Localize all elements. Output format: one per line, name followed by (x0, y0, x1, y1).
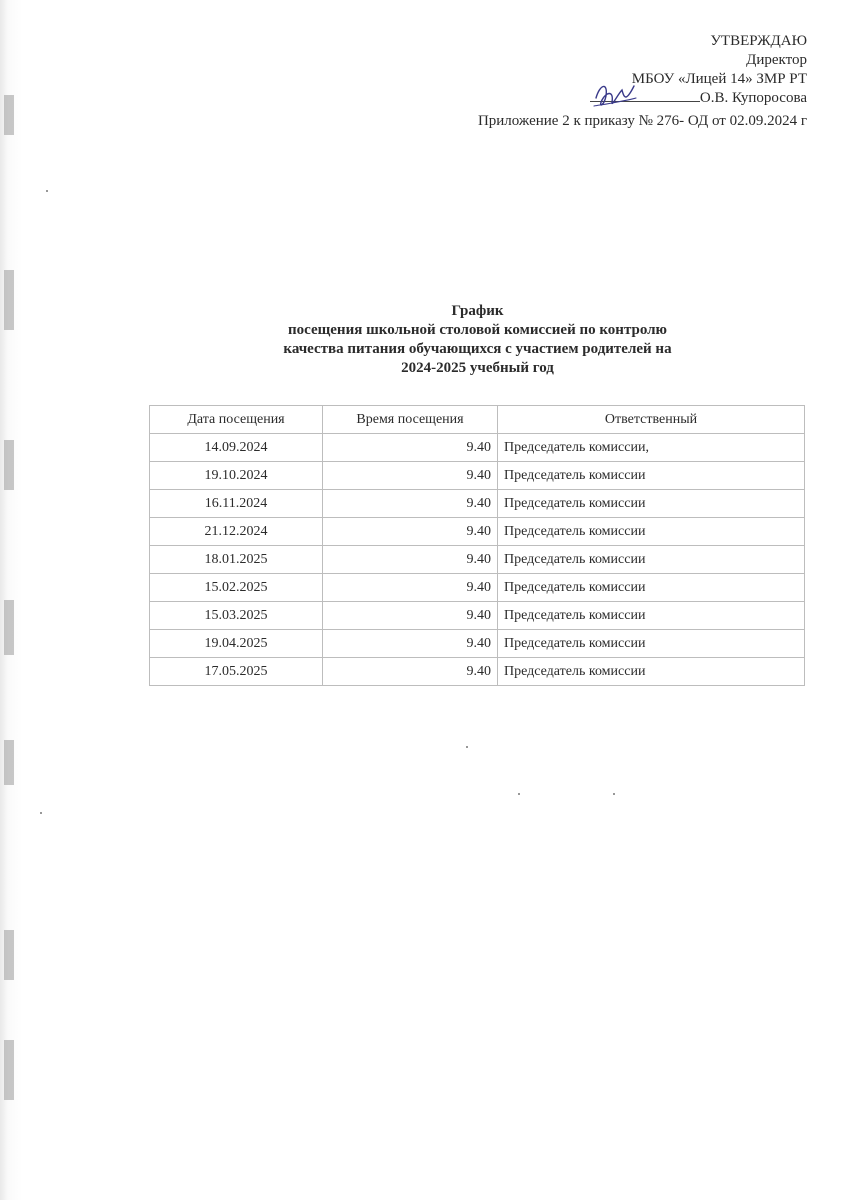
approval-position: Директор (746, 52, 807, 68)
cell-date: 15.03.2025 (150, 602, 323, 630)
cell-date: 19.04.2025 (150, 630, 323, 658)
cell-responsible: Председатель комиссии (498, 658, 805, 686)
scan-speck (40, 812, 42, 814)
table-row (150, 490, 805, 518)
scan-speck (518, 793, 520, 795)
cell-date: 14.09.2024 (150, 434, 323, 462)
table-row (150, 630, 805, 658)
cell-time: 9.40 (323, 434, 498, 462)
table-row (150, 658, 805, 686)
cell-date: 17.05.2025 (150, 658, 323, 686)
scan-speck (466, 746, 468, 748)
header-date: Дата посещения (150, 406, 323, 434)
punch-hole-mark (4, 440, 14, 490)
table-row (150, 574, 805, 602)
cell-responsible: Председатель комиссии (498, 490, 805, 518)
schedule-table (149, 405, 805, 686)
punch-hole-mark (4, 600, 14, 655)
title-line: График (451, 303, 504, 319)
approval-signatory: О.В. Купоросова (699, 90, 807, 106)
appendix-note: Приложение 2 к приказу № 276- ОД от 02.09.2024 г (477, 113, 807, 129)
header-time: Время посещения (323, 406, 498, 434)
cell-time: 9.40 (323, 462, 498, 490)
cell-date: 19.10.2024 (150, 462, 323, 490)
cell-time: 9.40 (323, 518, 498, 546)
punch-hole-mark (4, 270, 14, 330)
approval-heading: УТВЕРЖДАЮ (710, 33, 807, 49)
cell-date: 18.01.2025 (150, 546, 323, 574)
cell-time: 9.40 (323, 658, 498, 686)
scan-speck (613, 793, 615, 795)
table-row (150, 602, 805, 630)
table-row (150, 462, 805, 490)
cell-time: 9.40 (323, 546, 498, 574)
document-title (150, 302, 805, 378)
cell-responsible: Председатель комиссии, (498, 434, 805, 462)
cell-date: 21.12.2024 (150, 518, 323, 546)
punch-hole-mark (4, 930, 14, 980)
cell-time: 9.40 (323, 574, 498, 602)
cell-responsible: Председатель комиссии (498, 546, 805, 574)
punch-hole-mark (4, 740, 14, 785)
title-line: 2024-2025 учебный год (401, 360, 554, 376)
cell-date: 15.02.2025 (150, 574, 323, 602)
table-row (150, 434, 805, 462)
cell-time: 9.40 (323, 602, 498, 630)
punch-hole-mark (4, 95, 14, 135)
title-line: качества питания обучающихся с участием родителей на (283, 341, 672, 357)
cell-responsible: Председатель комиссии (498, 630, 805, 658)
approval-organization: МБОУ «Лицей 14» ЗМР РТ (631, 71, 807, 87)
punch-hole-mark (4, 1040, 14, 1100)
cell-time: 9.40 (323, 630, 498, 658)
cell-responsible: Председатель комиссии (498, 462, 805, 490)
title-line: посещения школьной столовой комиссией по контролю (287, 322, 668, 338)
scan-speck (46, 190, 48, 192)
cell-date: 16.11.2024 (150, 490, 323, 518)
header-responsible: Ответственный (498, 406, 805, 434)
table-header-row (150, 406, 805, 434)
table-row (150, 546, 805, 574)
cell-responsible: Председатель комиссии (498, 574, 805, 602)
cell-time: 9.40 (323, 490, 498, 518)
cell-responsible: Председатель комиссии (498, 518, 805, 546)
table-row (150, 518, 805, 546)
scan-left-edge (0, 0, 22, 1200)
cell-responsible: Председатель комиссии (498, 602, 805, 630)
handwritten-signature-icon (590, 76, 640, 116)
